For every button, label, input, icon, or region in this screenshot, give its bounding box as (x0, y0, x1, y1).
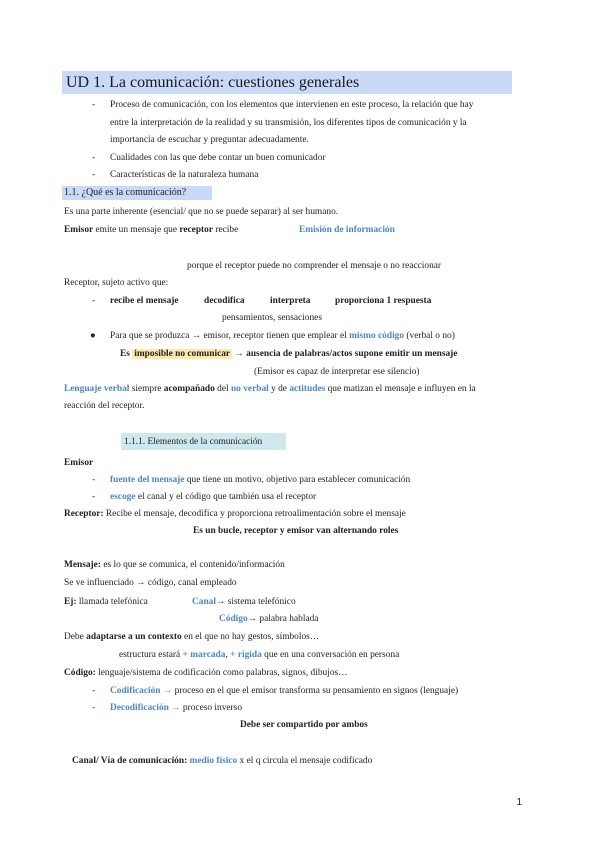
bucle-statement: Es un bucle, receptor y emisor van alternando roles (193, 526, 399, 536)
codigo-example (219, 613, 318, 625)
text: x el q circula el mensaje codificado (237, 756, 373, 766)
codigo: Código (219, 614, 248, 624)
text: emite un mensaje que (93, 225, 180, 235)
step-item: recibe el mensaje (110, 296, 179, 306)
emisor-line (64, 224, 238, 236)
dash-bullet: - (92, 686, 96, 696)
dash-bullet: - (92, 475, 96, 485)
label: Código: (64, 668, 96, 678)
step-item: interpreta (270, 296, 311, 306)
label: Mensaje: (64, 560, 101, 570)
text: estructura estará (119, 650, 183, 660)
adaptarse: adaptarse a un contexto (86, 632, 182, 642)
section-heading: 1.1. ¿Qué es la comunicación? (64, 187, 187, 198)
actitudes: actitudes (289, 384, 326, 394)
paragraph: pensamientos, sensaciones (222, 313, 322, 323)
receptor-def (64, 508, 406, 520)
codigo-def (64, 667, 348, 679)
canal: Canal (192, 597, 216, 607)
intro-line: Características de la naturaleza humana (110, 170, 259, 180)
dot-bullet: ● (90, 331, 96, 341)
text: → ausencia de palabras/actos supone emitir un mensaje (232, 349, 458, 359)
dash-bullet: - (92, 170, 96, 180)
text: proceso en el que el emisor transforma su pensamiento en signos (lenguaje) (172, 686, 459, 696)
text: es lo que se comunica, el contenido/información (100, 560, 285, 570)
marcada: + marcada (182, 650, 226, 660)
text: lenguaje/sistema de codificación como palabras, signos, dibujos… (95, 668, 348, 678)
mismo-codigo: mismo código (349, 331, 405, 341)
paragraph: Es una parte inherente (esencial/ que no se puede separar) al ser humano. (64, 207, 339, 217)
lenguaje-verbal: Lenguaje verbal (64, 384, 130, 394)
no-verbal: no verbal (230, 384, 269, 394)
list-item (110, 702, 242, 714)
receptor-term: receptor (179, 225, 214, 235)
medio-fisico: medio físico (187, 756, 238, 766)
codificacion: Codificación → (110, 686, 173, 696)
dash-bullet: - (92, 703, 96, 713)
canal-example (192, 596, 296, 608)
step-item: decodifica (204, 296, 245, 306)
label: Canal/ Vía de comunicación: (72, 756, 188, 766)
paragraph: Se ve influenciado → código, canal empleado (64, 578, 237, 588)
label: Ej: (64, 597, 77, 607)
intro-line: entre la interpretación de la realidad y su transmisión, los diferentes tipos de comunicación y la (110, 118, 467, 128)
acompanado: acompañado (163, 384, 215, 394)
text: del (214, 384, 231, 394)
dash-bullet: - (92, 492, 96, 502)
emisor-heading: Emisor (64, 458, 94, 468)
text: (verbal o no) (404, 331, 455, 341)
rigida: + rígida (230, 650, 262, 660)
text: siempre (129, 384, 164, 394)
dash-bullet: - (92, 153, 96, 163)
text: recibe (213, 225, 239, 235)
text: → palabra hablada (247, 614, 319, 624)
text: que matizan el mensaje e influyen en la (325, 384, 476, 394)
highlight-yellow: imposible no comunicar (134, 349, 231, 359)
intro-line: Cualidades con las que debe contar un buen comunicador (110, 153, 326, 163)
decodificacion: Decodificación → (110, 703, 181, 713)
lenguaje-line (64, 383, 476, 395)
step-item: proporciona 1 respuesta (335, 296, 432, 306)
list-item (110, 685, 458, 697)
canal-def (72, 755, 372, 767)
text: llamada telefónica (76, 597, 148, 607)
intro-line: Proceso de comunicación, con los elementos que intervienen en este proceso, la relación que hay (110, 100, 474, 110)
text: el canal y el código que también usa el receptor (135, 492, 317, 502)
text: en el que no hay gestos, símbolos… (181, 632, 320, 642)
subsection-heading: 1.1.1. Elementos de la comunicación (124, 437, 263, 447)
text: Recibe el mensaje, decodifica y proporciona retroalimentación sobre el mensaje (103, 509, 406, 519)
estructura-line (119, 649, 399, 661)
compartido-statement: Debe ser compartido por ambos (240, 720, 368, 730)
list-item (110, 474, 410, 486)
text: proceso inverso (180, 703, 243, 713)
label: Receptor: (64, 509, 104, 519)
paragraph: reacción del receptor. (64, 401, 145, 411)
text: Es (120, 349, 133, 359)
emisor-term: Emisor (64, 225, 94, 235)
text: que tiene un motivo, objetivo para establecer comunicación (184, 475, 411, 485)
list-item (110, 491, 316, 503)
adaptarse-line (64, 631, 319, 643)
text: → sistema telefónico (215, 597, 296, 607)
paragraph: porque el receptor puede no comprender el mensaje o no reaccionar (187, 261, 442, 271)
escoge: escoge (110, 492, 136, 502)
paragraph: (Emisor es capaz de interpretar ese silencio) (254, 367, 420, 377)
mensaje-def (64, 559, 285, 571)
intro-line: importancia de escuchar y preguntar adecuadamente. (110, 135, 309, 145)
dash-bullet: - (92, 100, 96, 110)
dash-bullet: - (92, 296, 96, 306)
text: que en una conversación en persona (261, 650, 400, 660)
text: Debe (64, 632, 87, 642)
paragraph: Receptor, sujeto activo que: (64, 278, 169, 288)
page-title: UD 1. La comunicación: cuestiones generales (66, 74, 360, 91)
page-number: 1 (516, 797, 522, 808)
text: Para que se produzca → emisor, receptor tienen que emplear el (110, 331, 350, 341)
text: y de (268, 384, 290, 394)
fuente-del-mensaje: fuente del mensaje (110, 475, 185, 485)
emision-label: Emisión de información (299, 225, 395, 235)
para-que-line (110, 330, 455, 342)
text: , (225, 650, 231, 660)
ej-line (64, 596, 148, 608)
imposible-line (120, 348, 457, 360)
